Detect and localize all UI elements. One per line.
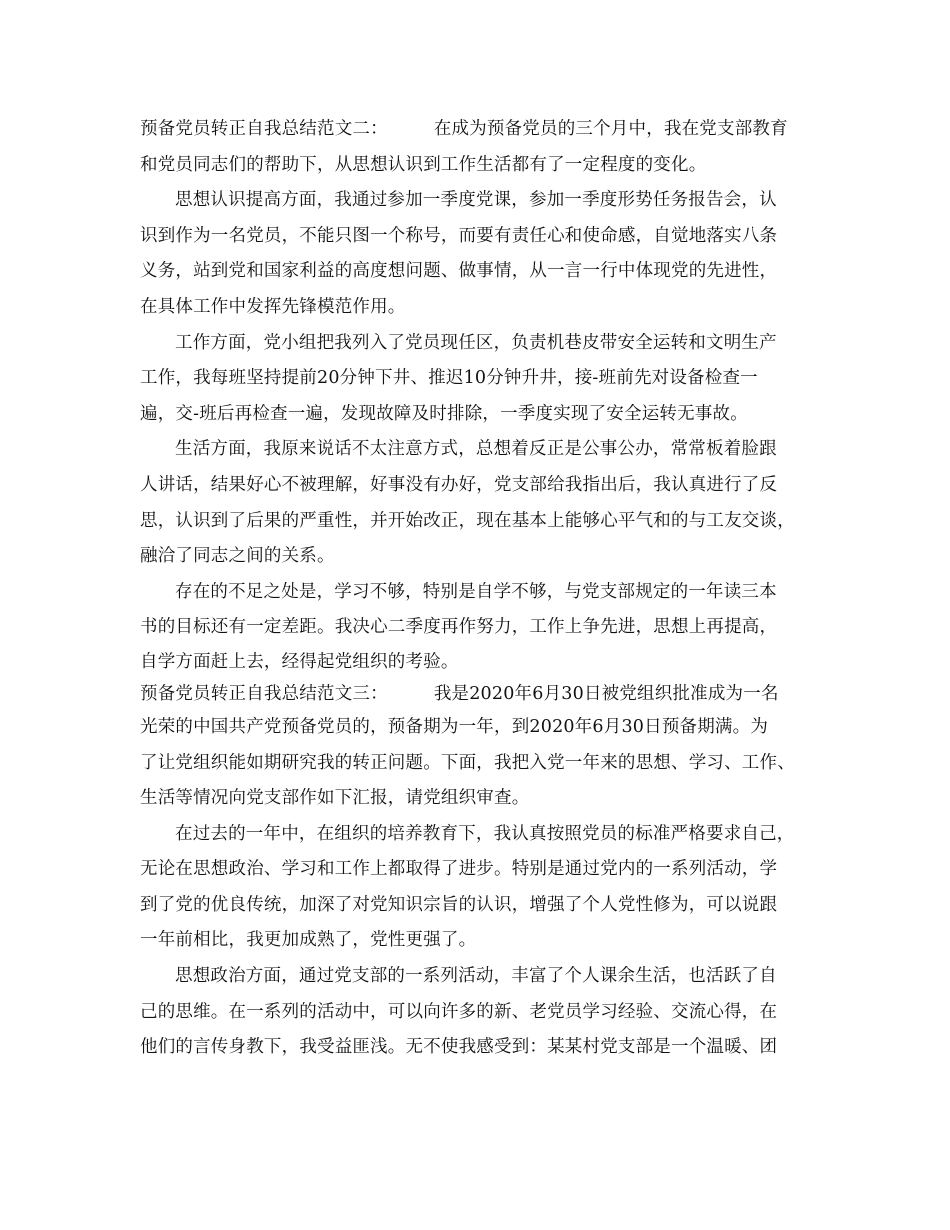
- text-line: 工作，我每班坚持提前20分钟下井、推迟10分钟升井，接-班前先对设备检查一: [140, 368, 758, 389]
- text-line: 了让党组织能如期研究我的转正问题。下面，我把入党一年来的思想、学习、工作、: [140, 752, 795, 773]
- text-line: 己的思维。在一系列的活动中，可以向许多的新、老党员学习经验、交流心得，在: [140, 1001, 778, 1022]
- section-heading: 预备党员转正自我总结范文二：: [140, 119, 388, 139]
- text-line: 无论在思想政治、学习和工作上都取得了进步。特别是通过党内的一系列活动，学: [140, 859, 778, 880]
- document-body: [140, 112, 830, 1066]
- text-line: 在过去的一年中，在组织的培养教育下，我认真按照党员的标准严格要求自己，: [175, 823, 795, 844]
- text-line: 人讲话，结果好心不被理解，好事没有办好，党支部给我指出后，我认真进行了反: [140, 474, 778, 495]
- text-line: 书的目标还有一定差距。我决心二季度再作努力，工作上争先进，思想上再提高，: [140, 617, 778, 638]
- text-line: 思想政治方面，通过党支部的一系列活动，丰富了个人课余生活，也活跃了自: [175, 966, 777, 987]
- text-line: 识到作为一名党员，不能只图一个称号，而要有责任心和使命感，自觉地落实八条: [140, 225, 778, 246]
- text-line: 自学方面赶上去，经得起党组织的考验。: [140, 651, 459, 672]
- text-line: 遍，交-班后再检查一遍，发现故障及时排除，一季度实现了安全运转无事故。: [140, 403, 748, 424]
- text-line: 义务，站到党和国家利益的高度想问题、做事情，从一言一行中体现党的先进性，: [140, 261, 778, 282]
- text-line: 思，认识到了后果的严重性，并开始改正，现在基本上能够心平气和的与工友交谈，: [140, 510, 795, 531]
- paragraph-text: 在成为预备党员的三个月中，我在党支部教育: [433, 119, 788, 139]
- text-line: 生活方面，我原来说话不太注意方式，总想着反正是公事公办，常常板着脸跟: [175, 439, 777, 460]
- text-line: 存在的不足之处是，学习不够，特别是自学不够，与党支部规定的一年读三本: [175, 581, 777, 602]
- text-line: 在具体工作中发挥先锋模范作用。: [140, 296, 406, 317]
- paragraph-text: 我是2020年6月30日被党组织批准成为一名: [433, 683, 779, 704]
- text-line: 和党员同志们的帮助下，从思想认识到工作生活都有了一定程度的变化。: [140, 154, 707, 175]
- text-line: 生活等情况向党支部作如下汇报，请党组织审查。: [140, 788, 530, 809]
- text-line: 光荣的中国共产党预备党员的，预备期为一年，到2020年6月30日预备期满。为: [140, 716, 769, 737]
- text-line: 思想认识提高方面，我通过参加一季度党课，参加一季度形势任务报告会，认: [175, 190, 777, 211]
- text-line: 他们的言传身教下，我受益匪浅。无不使我感受到：某某村党支部是一个温暖、团: [140, 1037, 778, 1058]
- heading-line: [140, 678, 830, 710]
- heading-line: [140, 112, 830, 148]
- section-heading: 预备党员转正自我总结范文三：: [140, 683, 388, 704]
- text-line: 一年前相比，我更加成熟了，党性更强了。: [140, 930, 477, 951]
- text-line: 融洽了同志之间的关系。: [140, 546, 335, 567]
- text-line: 工作方面，党小组把我列入了党员现任区，负责机巷皮带安全运转和文明生产: [175, 332, 777, 353]
- text-line: 到了党的优良传统，加深了对党知识宗旨的认识，增强了个人党性修为，可以说跟: [140, 894, 778, 915]
